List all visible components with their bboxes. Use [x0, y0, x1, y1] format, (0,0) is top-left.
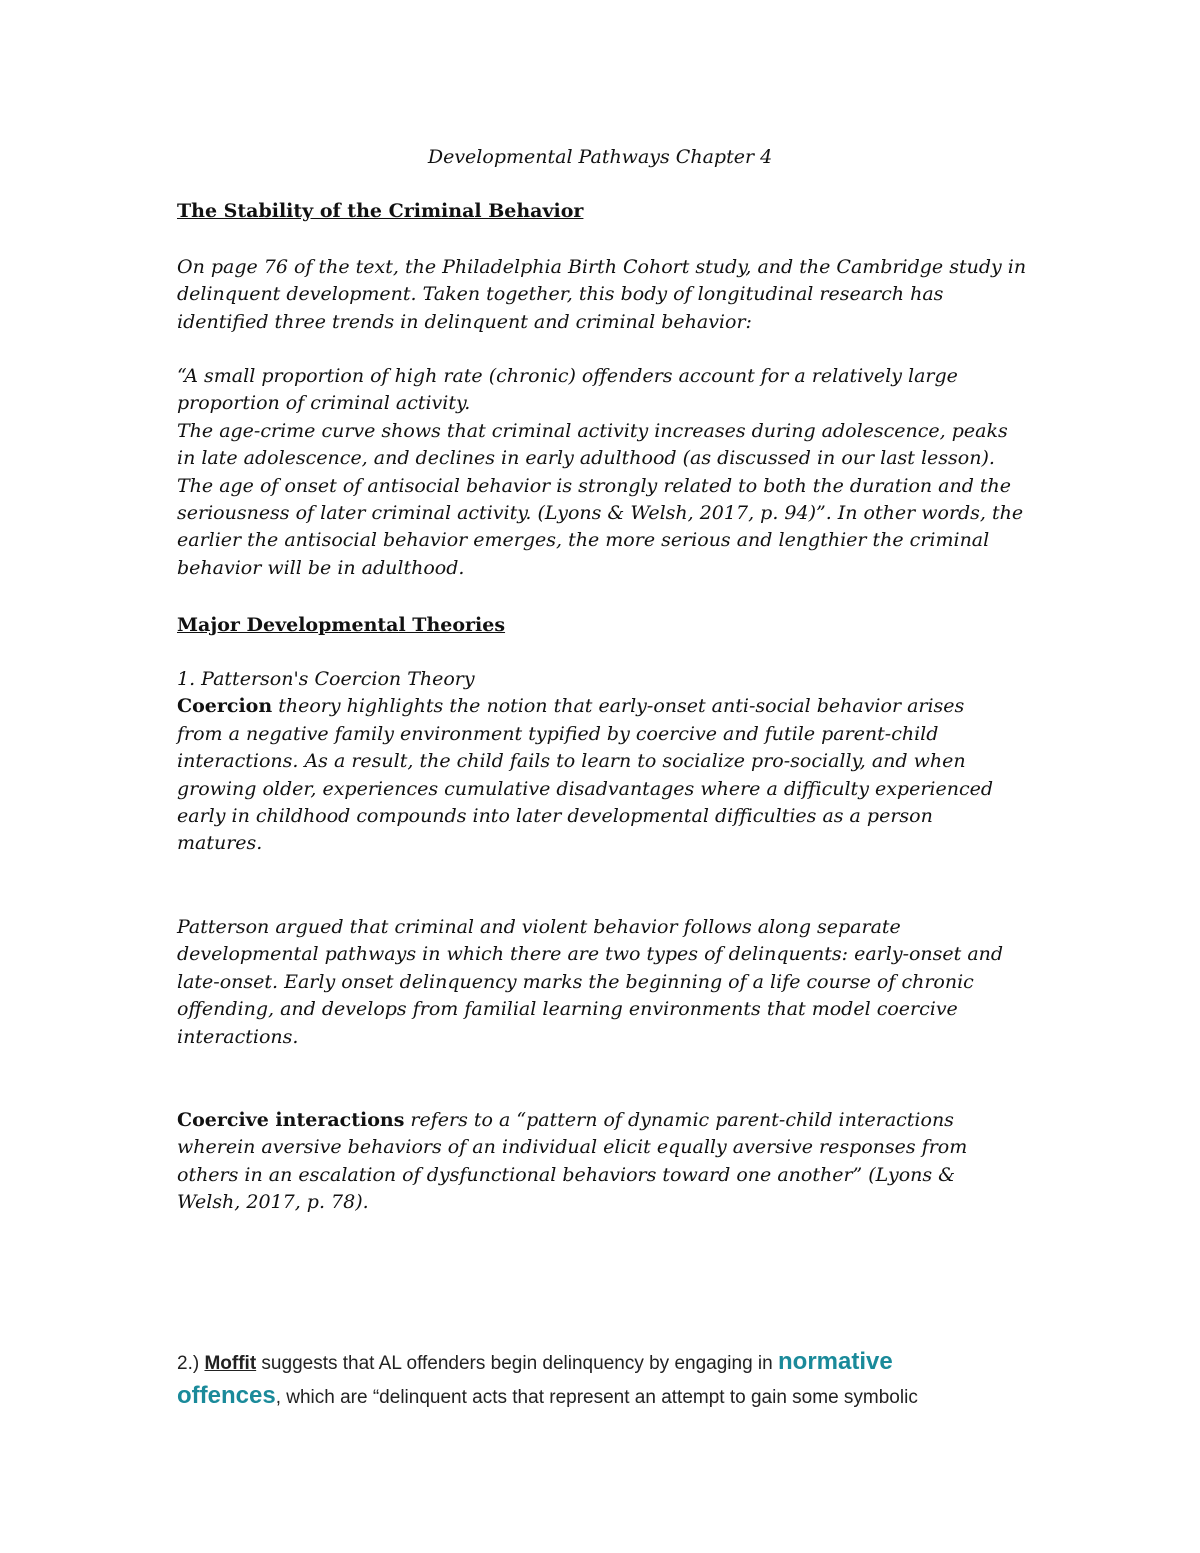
- list-number: 2.): [177, 1353, 205, 1374]
- coercion-line: growing older, experiences cumulative disadvantages where a difficulty experienced: [177, 777, 994, 800]
- intro-line: delinquent development. Taken together, this body of longitudinal research has: [177, 283, 944, 306]
- coercion-paragraph: [177, 666, 1037, 858]
- intro-line: On page 76 of the text, the Philadelphia Birth Cohort study, and the Cambridge study in: [177, 256, 1027, 278]
- quote-line: The age-crime curve shows that criminal activity increases during adolescence, peaks: [177, 419, 1008, 442]
- patterson-line: late-onset. Early onset delinquency marks the beginning of a life course of chronic: [177, 970, 974, 993]
- document-title: Developmental Pathways Chapter 4: [427, 146, 773, 168]
- heading-stability: The Stability of the Criminal Behavior: [177, 200, 584, 222]
- heading-major-theories: Major Developmental Theories: [177, 614, 506, 636]
- patterson-line: offending, and develops from familial learning environments that model coercive: [177, 998, 958, 1021]
- coercion-line: early in childhood compounds into later developmental difficulties as a person: [177, 805, 933, 828]
- coercive-line: wherein aversive behaviors of an individual elicit equally aversive responses from: [177, 1136, 968, 1159]
- coercion-line: [177, 693, 1037, 720]
- quote-paragraph: [177, 363, 1037, 582]
- moffit-line: [177, 1346, 1037, 1380]
- coercion-text: theory highlights the notion that early-onset anti-social behavior arises: [272, 695, 965, 718]
- quote-line: The age of onset of antisocial behavior is strongly related to both the duration and the: [177, 474, 1012, 497]
- quote-line: earlier the antisocial behavior emerges, the more serious and lengthier the criminal: [177, 529, 990, 552]
- moffit-author: Moffit: [204, 1353, 257, 1374]
- patterson-line: Patterson argued that criminal and violent behavior follows along separate: [177, 916, 901, 938]
- coercive-text: refers to a “pattern of dynamic parent-child interactions: [404, 1109, 954, 1131]
- coercion-line: interactions. As a result, the child fails to learn to socialize pro-socially, and when: [177, 750, 966, 773]
- offences-term: offences: [177, 1382, 276, 1409]
- moffit-line: [177, 1380, 1037, 1414]
- moffit-text-after: , which are “delinquent acts that represent an attempt to gain some symbolic: [275, 1387, 918, 1408]
- patterson-line: developmental pathways in which there are two types of delinquents: early-onset and: [177, 943, 1004, 966]
- moffit-text: suggests that AL offenders begin delinquency by engaging in: [256, 1353, 778, 1374]
- normative-term: normative: [778, 1348, 893, 1375]
- patterson-paragraph: [177, 914, 1037, 1051]
- coercion-line: matures.: [177, 832, 263, 855]
- coercive-line: others in an escalation of dysfunctional behaviors toward one another” (Lyons &: [177, 1163, 956, 1186]
- quote-line: seriousness of later criminal activity. (Lyons & Welsh, 2017, p. 94)”. In other words, the: [177, 502, 1024, 525]
- quote-line: in late adolescence, and declines in early adulthood (as discussed in our last lesson).: [177, 447, 995, 470]
- coercive-line: Welsh, 2017, p. 78).: [177, 1191, 369, 1214]
- quote-line: proportion of criminal activity.: [177, 392, 471, 415]
- quote-line: “A small proportion of high rate (chronic) offenders account for a relatively large: [177, 365, 958, 387]
- coercive-term: Coercive interactions: [177, 1109, 405, 1131]
- subheading-patterson: 1. Patterson's Coercion Theory: [177, 668, 475, 690]
- quote-line: behavior will be in adulthood.: [177, 556, 465, 579]
- patterson-line: interactions.: [177, 1025, 299, 1048]
- moffit-paragraph: [177, 1346, 1037, 1414]
- coercive-paragraph: [177, 1107, 1037, 1217]
- intro-line: identified three trends in delinquent and criminal behavior:: [177, 310, 752, 333]
- coercive-line: [177, 1107, 1037, 1134]
- coercion-line: from a negative family environment typified by coercive and futile parent-child: [177, 722, 939, 745]
- coercion-term: Coercion: [177, 695, 273, 718]
- intro-paragraph: [177, 254, 1037, 336]
